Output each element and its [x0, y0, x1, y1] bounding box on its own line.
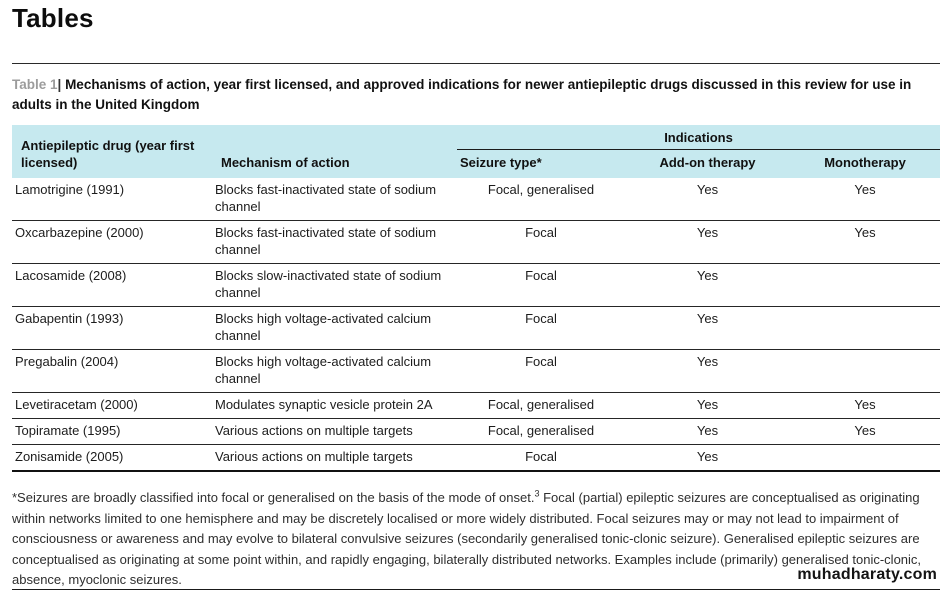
footnote-text-body: Focal (partial) epileptic seizures are conceptualised as originating within networks limited to one hemisphere and may be discretely localised or more widely distributed. Focal seizures may or may not lead to impairment of consciousness or awareness and may evolve to bilateral convulsive seizures (secondarily generalised tonic-clonic seizure). Generalised epileptic seizures are conceptualised as originating at some point within, and rapidly engaging, bilaterally distributed networks. Examples include (primarily) generalised tonic-clonic, absence, myoclonic seizures.: [12, 490, 922, 587]
cell-mechanism: Modulates synaptic vesicle protein 2A: [212, 393, 457, 419]
table-row: [12, 221, 940, 264]
column-header-drug: Antiepileptic drug (year first licensed): [12, 125, 212, 178]
table-row: [12, 264, 940, 307]
cell-mechanism: Blocks high voltage-activated calcium channel: [212, 350, 457, 393]
footnote-text-lead: *Seizures are broadly classified into focal or generalised on the basis of the mode of onset.: [12, 490, 535, 505]
section-divider: [12, 63, 940, 64]
table-row: [12, 178, 940, 221]
cell-monotherapy: [790, 445, 940, 472]
column-header-mechanism: Mechanism of action: [212, 125, 457, 178]
cell-mechanism: Various actions on multiple targets: [212, 419, 457, 445]
cell-drug: Topiramate (1995): [12, 419, 212, 445]
table-row: [12, 419, 940, 445]
cell-monotherapy: Yes: [790, 178, 940, 221]
cell-monotherapy: [790, 307, 940, 350]
column-header-monotherapy: Monotherapy: [790, 150, 940, 179]
table-row: [12, 307, 940, 350]
cell-drug: Zonisamide (2005): [12, 445, 212, 472]
cell-drug: Lacosamide (2008): [12, 264, 212, 307]
cell-seizure-type: Focal: [457, 221, 625, 264]
cell-drug: Gabapentin (1993): [12, 307, 212, 350]
cell-addon: Yes: [625, 445, 790, 472]
table-header: [12, 125, 940, 178]
cell-monotherapy: [790, 350, 940, 393]
page-title: Tables: [12, 3, 94, 33]
cell-mechanism: Blocks high voltage-activated calcium channel: [212, 307, 457, 350]
table-row: [12, 350, 940, 393]
cell-drug: Lamotrigine (1991): [12, 178, 212, 221]
cell-seizure-type: Focal, generalised: [457, 419, 625, 445]
table-row: [12, 393, 940, 419]
cell-monotherapy: Yes: [790, 419, 940, 445]
cell-addon: Yes: [625, 264, 790, 307]
cell-mechanism: Blocks fast-inactivated state of sodium channel: [212, 221, 457, 264]
cell-addon: Yes: [625, 419, 790, 445]
cell-mechanism: Various actions on multiple targets: [212, 445, 457, 472]
column-header-addon-therapy: Add-on therapy: [625, 150, 790, 179]
cell-seizure-type: Focal: [457, 350, 625, 393]
site-watermark: muhadharaty.com: [797, 566, 937, 583]
cell-mechanism: Blocks slow-inactivated state of sodium channel: [212, 264, 457, 307]
cell-drug: Oxcarbazepine (2000): [12, 221, 212, 264]
cell-monotherapy: [790, 264, 940, 307]
table-caption-text: Mechanisms of action, year first licensed, and approved indications for newer antiepileptic drugs discussed in this review for use in adults in the United Kingdom: [12, 77, 912, 112]
antiepileptic-drugs-table: [12, 125, 940, 472]
cell-seizure-type: Focal: [457, 264, 625, 307]
cell-drug: Pregabalin (2004): [12, 350, 212, 393]
cell-monotherapy: Yes: [790, 393, 940, 419]
column-group-header-indications: Indications: [457, 125, 940, 150]
footnote-reference-superscript: 3: [534, 488, 540, 499]
cell-addon: Yes: [625, 221, 790, 264]
table-caption-label: Table 1: [12, 77, 58, 92]
column-header-seizure-type: Seizure type*: [457, 150, 625, 179]
page-bottom-rule: [12, 589, 940, 590]
table-caption: [12, 75, 940, 115]
cell-mechanism: Blocks fast-inactivated state of sodium channel: [212, 178, 457, 221]
cell-addon: Yes: [625, 350, 790, 393]
cell-addon: Yes: [625, 393, 790, 419]
table-row: [12, 445, 940, 472]
cell-seizure-type: Focal: [457, 445, 625, 472]
cell-monotherapy: Yes: [790, 221, 940, 264]
cell-seizure-type: Focal, generalised: [457, 393, 625, 419]
cell-addon: Yes: [625, 178, 790, 221]
table-caption-separator: |: [57, 77, 66, 92]
cell-addon: Yes: [625, 307, 790, 350]
cell-seizure-type: Focal: [457, 307, 625, 350]
cell-seizure-type: Focal, generalised: [457, 178, 625, 221]
cell-drug: Levetiracetam (2000): [12, 393, 212, 419]
